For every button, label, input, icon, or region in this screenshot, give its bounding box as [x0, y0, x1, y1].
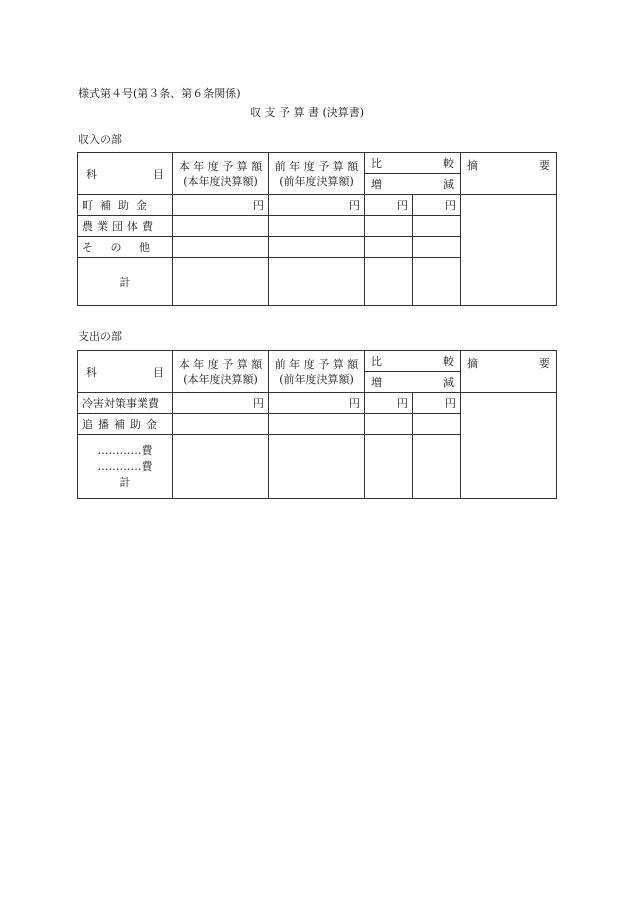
this-year-cell	[173, 216, 269, 237]
decrease-cell: 円	[413, 393, 461, 414]
last-year-cell	[269, 216, 365, 237]
form-number: 様式第４号(第３条、第６条関係)	[78, 87, 241, 100]
document-title: 収 支 予 算 書 (決算書)	[250, 106, 365, 119]
last-year-cell	[269, 414, 365, 435]
compare-header-right: 較	[443, 157, 454, 170]
item-header-right: 目	[153, 365, 164, 379]
this-year-header	[173, 351, 269, 393]
total-line-1: …………費	[97, 443, 153, 457]
this-year-cell	[173, 237, 269, 258]
this-year-total	[173, 435, 269, 499]
last-year-header-line2: (前年度決算額)	[279, 174, 354, 188]
item-cell: そ の 他	[78, 237, 173, 258]
this-year-header-line2: (本年度決算額)	[183, 174, 258, 188]
this-year-cell: 円	[173, 393, 269, 414]
table-row	[78, 195, 557, 216]
item-cell: 農業団体費	[78, 216, 173, 237]
remarks-header-right: 要	[539, 357, 550, 370]
decrease-cell: 円	[413, 195, 461, 216]
decrease-total	[413, 435, 461, 499]
diff-header-left: 増	[371, 178, 382, 191]
item-header	[78, 153, 173, 195]
last-year-header-line1: 前 年 度 予 算 額	[274, 159, 359, 173]
table-header-row	[78, 153, 557, 174]
remarks-header	[461, 351, 557, 393]
increase-cell	[365, 237, 413, 258]
last-year-cell	[269, 237, 365, 258]
remarks-header	[461, 153, 557, 195]
item-cell: 町補助金	[78, 195, 173, 216]
diff-header-right: 減	[443, 376, 454, 389]
remarks-cell	[461, 393, 557, 499]
decrease-cell	[413, 414, 461, 435]
item-header-left: 科	[86, 167, 97, 181]
increase-total	[365, 258, 413, 306]
this-year-header-line1: 本 年 度 予 算 額	[178, 357, 263, 371]
item-header-left: 科	[86, 365, 97, 379]
this-year-total	[173, 258, 269, 306]
increase-cell	[365, 216, 413, 237]
diff-header-left: 増	[371, 376, 382, 389]
total-line-2: …………費	[97, 459, 153, 473]
last-year-header-line1: 前 年 度 予 算 額	[274, 357, 359, 371]
compare-header-right: 較	[443, 355, 454, 368]
decrease-total	[413, 258, 461, 306]
item-header-right: 目	[153, 167, 164, 181]
this-year-cell	[173, 414, 269, 435]
last-year-total	[269, 435, 365, 499]
last-year-header-line2: (前年度決算額)	[279, 372, 354, 386]
diff-header-right: 減	[443, 178, 454, 191]
diff-header	[365, 372, 461, 393]
expense-section-heading: 支出の部	[78, 330, 122, 343]
item-header	[78, 351, 173, 393]
this-year-header-line1: 本 年 度 予 算 額	[178, 159, 263, 173]
total-label: 計	[78, 258, 173, 306]
increase-cell: 円	[365, 393, 413, 414]
decrease-cell	[413, 216, 461, 237]
income-section-heading: 収入の部	[78, 133, 122, 146]
this-year-header	[173, 153, 269, 195]
last-year-total	[269, 258, 365, 306]
this-year-header-line2: (本年度決算額)	[183, 372, 258, 386]
remarks-header-left: 摘	[467, 357, 478, 370]
remarks-header-left: 摘	[467, 159, 478, 172]
compare-header-left: 比	[371, 355, 382, 368]
diff-header	[365, 174, 461, 195]
compare-header-left: 比	[371, 157, 382, 170]
increase-cell: 円	[365, 195, 413, 216]
compare-header	[365, 351, 461, 372]
last-year-header	[269, 153, 365, 195]
decrease-cell	[413, 237, 461, 258]
increase-total	[365, 435, 413, 499]
increase-cell	[365, 414, 413, 435]
total-label: 計	[119, 475, 131, 489]
last-year-cell: 円	[269, 195, 365, 216]
income-table	[77, 152, 557, 306]
remarks-cell	[461, 195, 557, 306]
total-items-cell	[78, 435, 173, 499]
last-year-cell: 円	[269, 393, 365, 414]
this-year-cell: 円	[173, 195, 269, 216]
table-header-row	[78, 351, 557, 372]
remarks-header-right: 要	[539, 159, 550, 172]
expense-table	[77, 350, 557, 499]
item-cell: 冷害対策事業費	[78, 393, 173, 414]
item-cell: 追播補助金	[78, 414, 173, 435]
last-year-header	[269, 351, 365, 393]
table-row	[78, 393, 557, 414]
compare-header	[365, 153, 461, 174]
